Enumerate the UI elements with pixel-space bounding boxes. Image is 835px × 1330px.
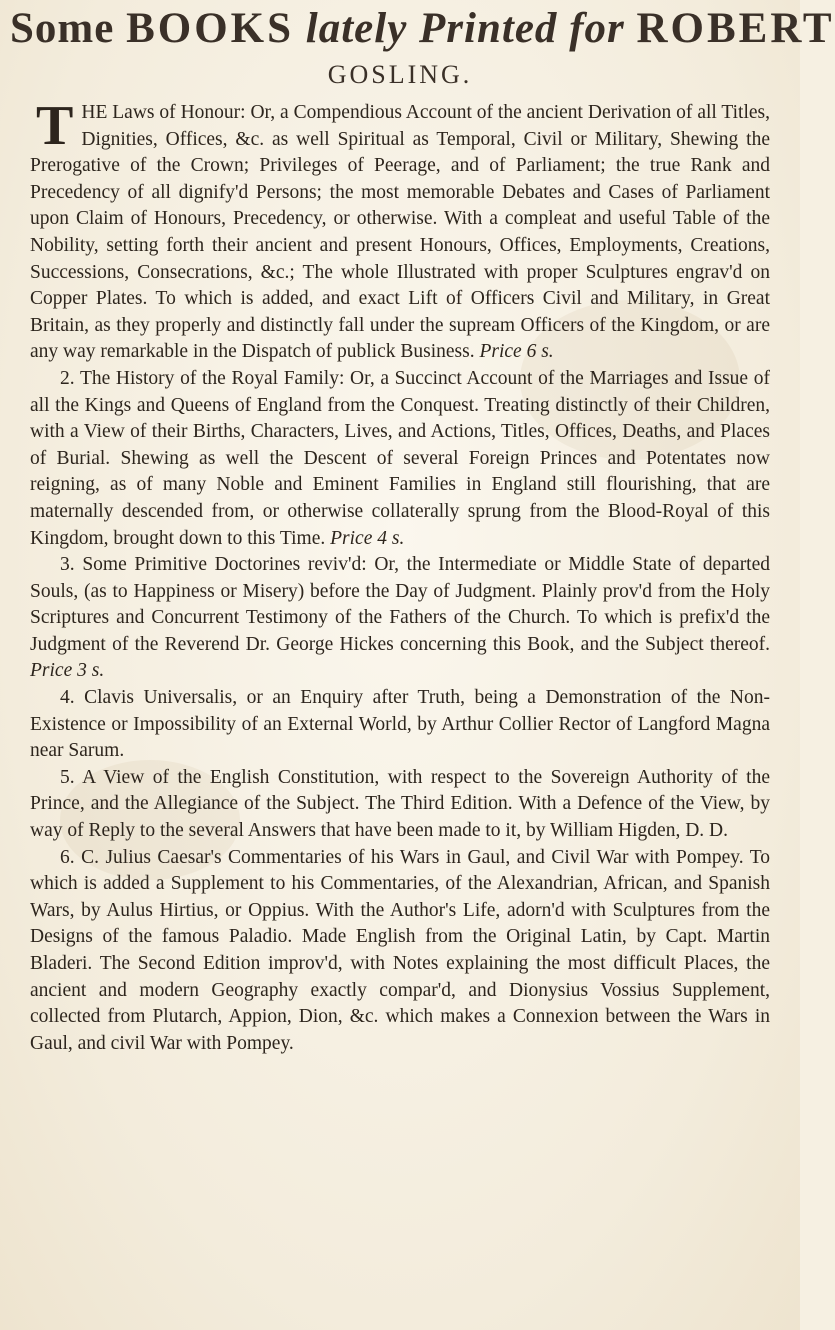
entry-text: C. Julius Caesar's Commentaries of his Wars in Gaul, and Civil War with Pompey. To which is added a Supplement to his Commentaries, of the Alexandrian, African, and Spanish Wars, by Aulus Hirtius, or Oppius. With the Author's Life, adorn'd with Sculptures from the Designs of the famous Paladio. Made English from the Original Latin, by Capt. Martin Bladeri. The Second Edition improv'd, with Notes explaining the most difficult Places, the ancient and modern Geography exactly compar'd, and Dionysius Vossius Supplement, collected from Plutarch, Appion, Dion, &c. which makes a Connexion between the Wars in Gaul, and civil War with Pompey.: [30, 846, 770, 1054]
entry-text: Some Primitive Doctorines reviv'd: Or, the Intermediate or Middle State of departed Souls, (as to Happiness or Misery) before the Day of Judgment. Plainly prov'd from the Holy Scriptures and Concurrent Testimony of the Fathers of the Church. To which is prefix'd the Judgment of the Reverend Dr. George Hickes concerning this Book, and the Subject thereof.: [30, 554, 771, 655]
book-entry: [30, 552, 770, 685]
entry-number: 6.: [60, 846, 75, 868]
entry-number: 2.: [60, 367, 75, 389]
publisher-name: GOSLING.: [327, 60, 473, 89]
heading-word: BOOKS: [126, 5, 295, 52]
heading-word: Printed: [419, 5, 558, 52]
heading-word: ROBERT: [636, 5, 835, 52]
drop-cap: T: [36, 95, 74, 157]
book-list: [30, 95, 771, 1057]
entry-number: 3.: [60, 554, 75, 576]
entry-text: HE Laws of Honour: Or, a Compendious Account of the ancient Derivation of all Titles, Dignities, Offices, &c. as well Spiritual as Temporal, Civil or Military, Shewing the Prerogative of the Crown; Privileges of Peerage, and of Parliament; the true Rank and Precedency of all dignify'd Persons; the most memorable Debates and Cases of Parliament upon Claim of Honours, Precedency, or otherwise. With a compleat and useful Table of the Nobility, setting forth their ancient and present Honours, Offices, Employments, Creations, Successions, Consecrations, &c.; The whole Illustrated with proper Sculptures engrav'd on Copper Plates. To which is added, and exact Lift of Officers Civil and Military, in Great Britain, as they properly and distinctly fall under the supream Officers of the Kingdom, or are any way remarkable in the Dispatch of publick Business.: [30, 102, 770, 363]
entry-price: Price 4 s.: [330, 527, 405, 549]
entry-text: Clavis Universalis, or an Enquiry after Truth, being a Demonstration of the Non-Existence or Impossibility of an External World, by Arthur Collier Rector of Langford Magna near Sarum.: [30, 687, 770, 762]
book-entry: [30, 845, 770, 1058]
heading-word: lately: [305, 5, 408, 52]
entry-number: 5.: [60, 766, 75, 788]
book-entry: [30, 765, 770, 845]
entry-price: Price 6 s.: [479, 341, 554, 363]
page-heading: [10, 4, 835, 53]
entry-number: 4.: [60, 687, 75, 709]
book-entry: [30, 95, 770, 366]
entry-text: A View of the English Constitution, with respect to the Sovereign Authority of the Prince, and the Allegiance of the Subject. The Third Edition. With a Defence of the View, by way of Reply to the several Answers that have been made to it, by William Higden, D. D.: [30, 766, 770, 842]
entry-text: The History of the Royal Family: Or, a Succinct Account of the Marriages and Issue of all the Kings and Queens of England from the Conquest. Treating distinctly of their Children, with a View of their Births, Characters, Lives, and Actions, Titles, Offices, Deaths, and Places of Burial. Shewing as well the Descent of several Foreign Princes and Potentates now reigning, as of many Noble and Eminent Families in England still flourishing, that are maternally descended from, or otherwise collaterally sprung from the Blood-Royal of this Kingdom, brought down to this Time.: [30, 367, 770, 549]
entry-price: Price 3 s.: [30, 660, 105, 682]
book-entry: [30, 366, 770, 552]
book-entry: [30, 685, 770, 765]
heading-word: Some: [10, 5, 115, 52]
heading-word: for: [569, 5, 625, 52]
